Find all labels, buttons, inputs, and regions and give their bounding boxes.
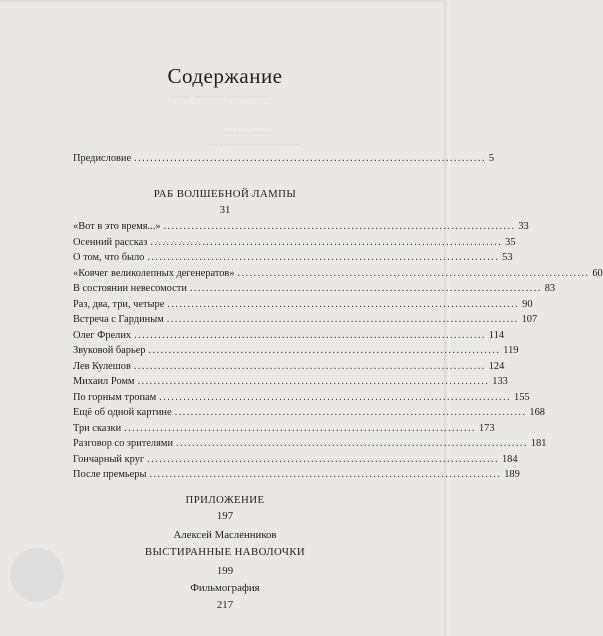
toc-leader-dots: ........................................................................................ bbox=[174, 407, 527, 418]
toc-entry bbox=[73, 329, 505, 343]
toc-leader-dots: ........................................................................................ bbox=[134, 329, 486, 341]
toc-entry bbox=[73, 360, 505, 374]
page-top-edge bbox=[0, 0, 450, 4]
toc-label: Ещё об одной картине bbox=[73, 407, 172, 418]
toc-entry bbox=[73, 220, 529, 234]
appendix-page: 197 bbox=[216, 510, 234, 522]
toc-page-number: 124 bbox=[488, 360, 505, 372]
toc-leader-dots: ........................................................................................ bbox=[189, 283, 542, 294]
toc-leader-dots: ........................................................................................ bbox=[150, 236, 503, 248]
part2-page: 199 bbox=[216, 565, 234, 577]
toc-page-number: 133 bbox=[492, 376, 508, 387]
toc-entry bbox=[73, 406, 545, 420]
toc-page-number: 168 bbox=[529, 407, 545, 418]
toc-page-number: 173 bbox=[478, 422, 495, 434]
toc-page-number: 184 bbox=[501, 453, 518, 465]
toc-label: Осенний рассказ bbox=[73, 236, 148, 248]
filmography-heading: Фильмография bbox=[190, 582, 260, 594]
toc-page-number: 5 bbox=[488, 153, 495, 164]
toc-label: Раз, два, три, четыре bbox=[73, 298, 165, 310]
toc-entry bbox=[73, 344, 519, 358]
toc-label: Три сказки bbox=[73, 422, 122, 434]
toc-label: После премьеры bbox=[73, 469, 147, 480]
toc-label: В состоянии невесомости bbox=[73, 283, 187, 294]
toc-label: Лев Кулешов bbox=[73, 360, 131, 372]
bleed-through-text: ~~~~ ~~~~~~ ~~~~~~~~ bbox=[170, 92, 269, 102]
toc-entry bbox=[73, 437, 547, 451]
toc-entry bbox=[73, 313, 538, 327]
toc-entry bbox=[73, 251, 513, 265]
part1-page: 31 bbox=[219, 204, 231, 216]
toc-leader-dots: ........................................................................................ bbox=[147, 252, 500, 263]
toc-leader-dots: ........................................................................................ bbox=[149, 469, 502, 480]
toc-entry bbox=[73, 468, 520, 482]
toc-page-number: 53 bbox=[502, 252, 513, 263]
toc-leader-dots: ........................................................................................ bbox=[133, 360, 486, 372]
toc-entry bbox=[73, 391, 530, 405]
toc-entry bbox=[73, 236, 516, 250]
library-stamp-mark bbox=[10, 548, 64, 602]
toc-label: Предисловие bbox=[73, 153, 132, 164]
toc-label: Звуковой барьер bbox=[73, 345, 146, 356]
toc-leader-dots: ........................................................................................ bbox=[167, 298, 520, 310]
toc-entry bbox=[73, 282, 556, 296]
toc-label: Олег Фрелих bbox=[73, 329, 132, 341]
toc-label: Михаил Ромм bbox=[73, 376, 135, 387]
toc-label: «Вот в это время...» bbox=[73, 221, 161, 232]
author-name: Алексей Масленников bbox=[173, 529, 277, 541]
toc-leader-dots: ........................................................................................ bbox=[148, 345, 501, 356]
toc-page-number: 90 bbox=[522, 298, 533, 310]
page-title: Содержание bbox=[167, 64, 283, 88]
toc-page-number: 119 bbox=[503, 345, 519, 356]
toc-entry bbox=[73, 453, 518, 467]
toc-leader-dots: ........................................................................................ bbox=[134, 153, 486, 164]
toc-entry bbox=[73, 267, 603, 281]
bleed-through-text: ~~~~~ ~~~~ bbox=[224, 128, 274, 138]
toc-entry-preface bbox=[73, 152, 495, 166]
toc-page-number: 181 bbox=[530, 438, 547, 449]
filmography-page: 217 bbox=[216, 599, 234, 611]
part1-heading: РАБ ВОЛШЕБНОЙ ЛАМПЫ bbox=[153, 188, 297, 200]
toc-leader-dots: ........................................................................................ bbox=[176, 438, 528, 449]
toc-page-number: 35 bbox=[505, 236, 516, 248]
toc-label: «Ковчег великолепных дегенератов» bbox=[73, 267, 235, 279]
toc-leader-dots: ........................................................................................ bbox=[124, 422, 476, 434]
toc-page-number: 83 bbox=[544, 283, 556, 294]
toc-label: Гончарный круг bbox=[73, 453, 145, 465]
toc-page-number: 155 bbox=[514, 391, 530, 403]
toc-entry bbox=[73, 422, 495, 436]
toc-label: Встреча с Гардиным bbox=[73, 314, 164, 325]
part2-heading: ВЫСТИРАННЫЕ НАВОЛОЧКИ bbox=[144, 546, 306, 558]
toc-page-number: 33 bbox=[518, 221, 529, 232]
toc-leader-dots: ........................................................................................ bbox=[237, 267, 590, 279]
toc-page-number: 189 bbox=[504, 469, 520, 480]
toc-page-number: 107 bbox=[521, 314, 538, 325]
toc-label: По горным тропам bbox=[73, 391, 157, 403]
toc-page-number: 60 bbox=[592, 267, 603, 279]
toc-label: О том, что было bbox=[73, 252, 145, 263]
toc-leader-dots: ........................................................................................ bbox=[147, 453, 499, 465]
toc-label: Разговор со зрителями bbox=[73, 438, 174, 449]
appendix-heading: ПРИЛОЖЕНИЕ bbox=[185, 494, 265, 506]
toc-leader-dots: ........................................................................................ bbox=[166, 314, 519, 325]
toc-entry bbox=[73, 375, 508, 389]
toc-leader-dots: ........................................................................................ bbox=[163, 221, 516, 232]
toc-page-number: 114 bbox=[488, 329, 505, 341]
toc-entry bbox=[73, 298, 533, 312]
bleed-through-text: ~~~~~~~~~~~~~~~~~~ bbox=[208, 140, 302, 150]
toc-leader-dots: ........................................................................................ bbox=[159, 391, 512, 403]
toc-leader-dots: ........................................................................................ bbox=[137, 376, 490, 387]
